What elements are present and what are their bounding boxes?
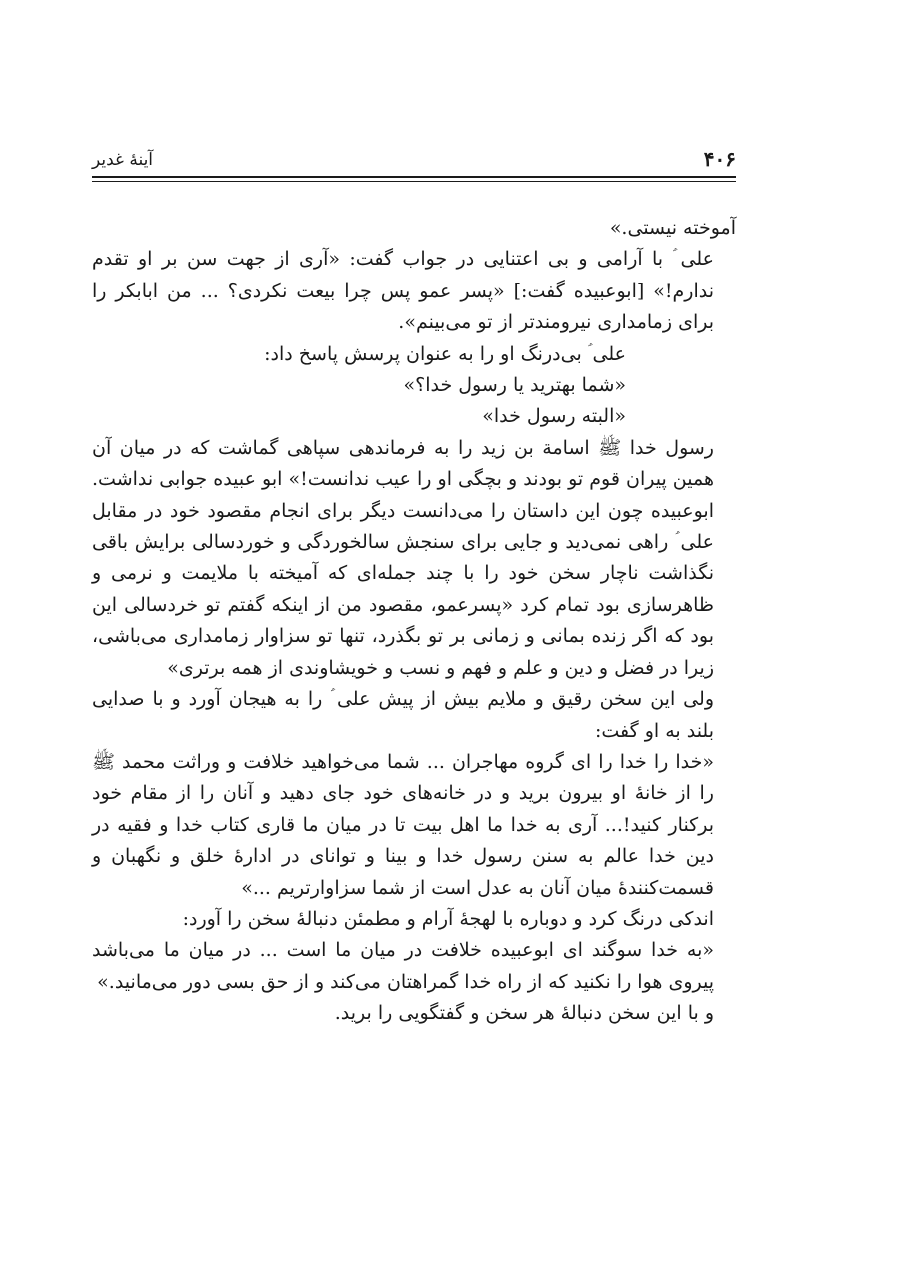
- paragraph-centered: علی ؑ بی‌درنگ او را به عنوان پرسش پاسخ داد:: [264, 342, 626, 365]
- paragraph: «خدا را خدا را ای گروه مهاجران ... شما می‌خواهید خلافت و وراثت محمد ﷺ را از خانهٔ او بیرون برید و در خانه‌های خود جای دهید و آنان را از مقام خود برکنار کنید!... آری به خدا ما اهل بیت تا در میان ما قاری کتاب خدا و فقیه در دین خدا عالم به سنن رسول خدا و بینا و توانای در ادارهٔ خلق و نگهبان و قسمت‌کنندهٔ میان آنان به عدل است از شما سزاوارتریم ...»: [92, 750, 714, 899]
- paragraph: اندکی درنگ کرد و دوباره با لهجهٔ آرام و مطمئن دنبالهٔ سخن را آورد:: [182, 907, 714, 930]
- paragraph: علی ؑ با آرامی و بی اعتنایی در جواب گفت: «آری از جهت سن بر او تقدم ندارم!» [ابوعبیده گفت:] «پسر عمو پس چرا بیعت نکردی؟ ... من ابابکر را برای زمامداری نیرومندتر از تو می‌بینم».: [92, 248, 714, 334]
- paragraph: و با این سخن دنبالهٔ هر سخن و گفتگویی را برید.: [334, 1002, 714, 1025]
- header-rule-thin: [92, 181, 736, 182]
- page-number: ۴۰۶: [703, 147, 736, 171]
- page-header: [92, 146, 736, 180]
- body-text: [92, 213, 736, 1030]
- quote-line: «شما بهترید یا رسول خدا؟»: [403, 374, 626, 397]
- running-title: آینهٔ غدیر: [92, 150, 154, 170]
- paragraph: «به خدا سوگند ای ابوعبیده خلافت در میان ما است ... در میان ما می‌باشد پیروی هوا را نکنید که از راه خدا گمراهتان می‌کند و از حق بسی دور می‌مانید.»: [92, 939, 714, 993]
- paragraph: رسول خدا ﷺ اسامة بن زید را به فرماندهی سپاهی گماشت که در میان آن همین پیران قوم تو بودند و بچگی او را عیب ندانست!» ابو عبیده جوابی نداشت. ابوعبیده چون این داستان را می‌دانست دیگر برای انجام مقصود خود در مقابل علی ؑ راهی نمی‌دید و جایی برای سنجش سالخوردگی و خوردسالی برایش باقی نگذاشت ناچار سخن خود را با چند جمله‌ای که آمیخته با ملایمت و نرمی و ظاهرسازی بود تمام کرد «پسرعمو، مقصود من از اینکه گفتم تو خردسالی این بود که اگر زنده بمانی و زمانی بر تو بگذرد، تنها تو سزاوار زمامداری می‌باشی، زیرا در فضل و دین و علم و فهم و نسب و خویشاوندی از همه برتری»: [92, 436, 714, 679]
- paragraph: ولی این سخن رقیق و ملایم بیش از پیش علی ؑ را به هیجان آورد و با صدایی بلند به او گفت:: [92, 688, 714, 742]
- quote-line: «البته رسول خدا»: [482, 405, 626, 428]
- header-rule-thick: [92, 176, 736, 178]
- paragraph-continuation: آموخته نیستی.»: [609, 217, 736, 239]
